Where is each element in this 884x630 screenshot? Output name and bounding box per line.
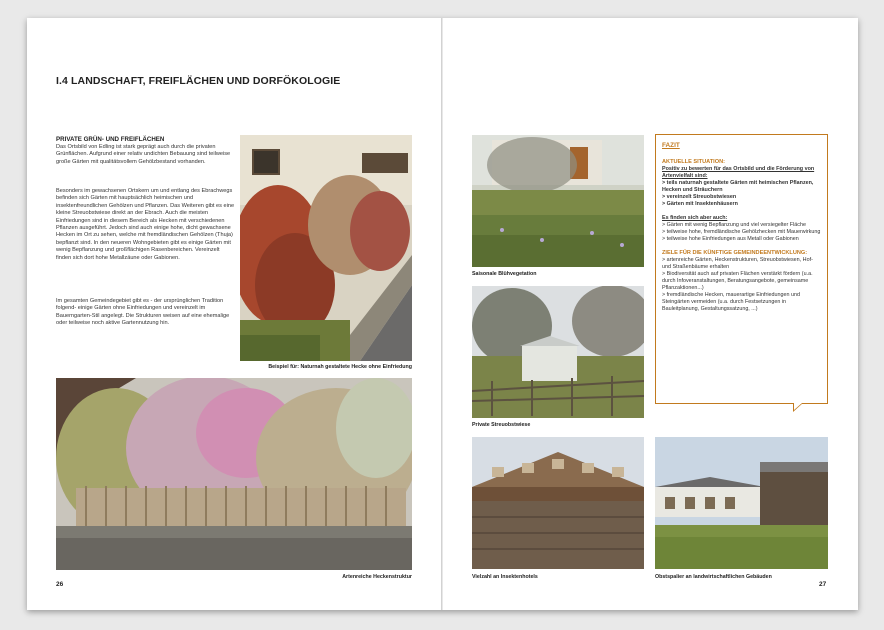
photo-insect-hotels bbox=[472, 437, 644, 569]
photo-blossom-vegetation bbox=[472, 135, 644, 267]
positive-item: > vereinzelt Streuobstwiesen bbox=[662, 194, 737, 200]
right-page bbox=[443, 18, 858, 610]
goals-heading: ZIELE FÜR DIE KÜNFTIGE GEMEINDEENTWICKLUNG: bbox=[662, 250, 808, 256]
fazit-box bbox=[655, 134, 828, 404]
goal-item: > artenreiche Gärten, Heckenstrukturen, Streuobstwiesen, Hof- und Straßenbäume erhalten bbox=[662, 257, 813, 270]
negative-item: > teilweise hohe, fremdländische Gehölzhecken mit Mauerwirkung bbox=[662, 229, 821, 235]
chapter-heading: I.4 LANDSCHAFT, FREIFLÄCHEN UND DORFÖKOLOGIE bbox=[56, 75, 341, 87]
positive-intro: Positiv zu bewerten für das Ortsbild und die Förderung von Artenvielfalt sind: bbox=[662, 166, 815, 179]
goal-item: > fremdländische Hecken, mauerartige Einfriedungen und Steingärten vermeiden (u.a. durch Festsetzungen in Bauleitplanung, Gestaltungssatzung, ...) bbox=[662, 292, 800, 312]
fazit-title: FAZIT bbox=[662, 142, 680, 149]
caption-insect-hotels: Vielzahl an Insektenhotels bbox=[472, 574, 538, 580]
caption-espalier: Obstspalier an landwirtschaftlichen Gebäuden bbox=[655, 574, 772, 580]
photo-espalier bbox=[655, 437, 828, 569]
photo-orchard-meadow bbox=[472, 286, 644, 418]
paragraph-1: Das Ortsbild von Edling ist stark geprägt auch durch die privaten Grünflächen. Aufgrund einer relativ undichten Bebauung sind teilweise große Gärten mit qualitätsvollem Gehölzbestand vorhanden. bbox=[56, 144, 231, 165]
positive-item: > Gärten mit Insektenhäusern bbox=[662, 201, 738, 207]
negative-item: > teilweise hohe Einfriedungen aus Metall oder Gabionen bbox=[662, 236, 799, 242]
paragraph-3: Im gesamten Gemeindegebiet gibt es - der ursprünglichen Tradition folgend- einige Gärten ohne Einfriedungen und vereinzelt im Bauerngarten-Stil angelegt. Die Strukturen weisen auf eine ehemalige oder teilweise noch aktive Gartennutzung hin. bbox=[56, 298, 230, 327]
positive-item: > teils naturnah gestaltete Gärten mit heimischen Pflanzen, Hecken und Sträuchern bbox=[662, 180, 814, 193]
negative-intro: Es finden sich aber auch: bbox=[662, 215, 728, 221]
page-number-right: 27 bbox=[819, 581, 827, 588]
paragraph-2: Besonders im gewachsenen Ortskern um und entlang des Ebrachwegs befinden sich Gärten mit hauptsächlich heimischen und insektenfreundlichen Gehölzen und Pflanzen. Das Weiteren gibt es eine kleine Streuobstwiese direkt an der Ebrach. Auch die meisten Einfriedungen sind in diesem Bereich als Hecken mit verschiedenen Pflanzen ausgeführt. Jedoch sind auch einige hohe, dicht gewachsene Hecken im Ort zu sehen, welche mit fremdländischen Gehölzen (Thuja) bepflanzt sind. In den neueren Wohngebieten gibt es einige Gärten mit wenig Bepflanzung und großflächigen Rasenbereichen. Vereinzelt finden sich dort hohe Metallzäune oder Gabionen. bbox=[56, 188, 235, 261]
page-number-left: 26 bbox=[56, 581, 64, 588]
photo-hedge bbox=[240, 135, 412, 361]
section-subheading: PRIVATE GRÜN- UND FREIFLÄCHEN bbox=[56, 136, 165, 143]
negative-item: > Gärten mit wenig Bepflanzung und viel versiegelter Fläche bbox=[662, 222, 806, 228]
document-spread bbox=[27, 18, 858, 610]
left-page bbox=[27, 18, 441, 610]
goal-item: > Biodiversität auch auf privaten Flächen verstärkt fördern (u.a. durch Infoveranstaltungen, Beratungsangebote, gemeinsame Pflanzaktionen...) bbox=[662, 271, 813, 291]
current-situation-heading: AKTUELLE SITUATION: bbox=[662, 159, 725, 165]
caption-blossom: Saisonale Blühvegetation bbox=[472, 271, 537, 277]
photo-hedge-structure bbox=[56, 378, 412, 570]
caption-fence: Artenreiche Heckenstruktur bbox=[342, 574, 412, 580]
caption-hedge: Beispiel für: Naturnah gestaltete Hecke ohne Einfriedung bbox=[268, 364, 412, 370]
caption-orchard: Private Streuobstwiese bbox=[472, 422, 531, 428]
